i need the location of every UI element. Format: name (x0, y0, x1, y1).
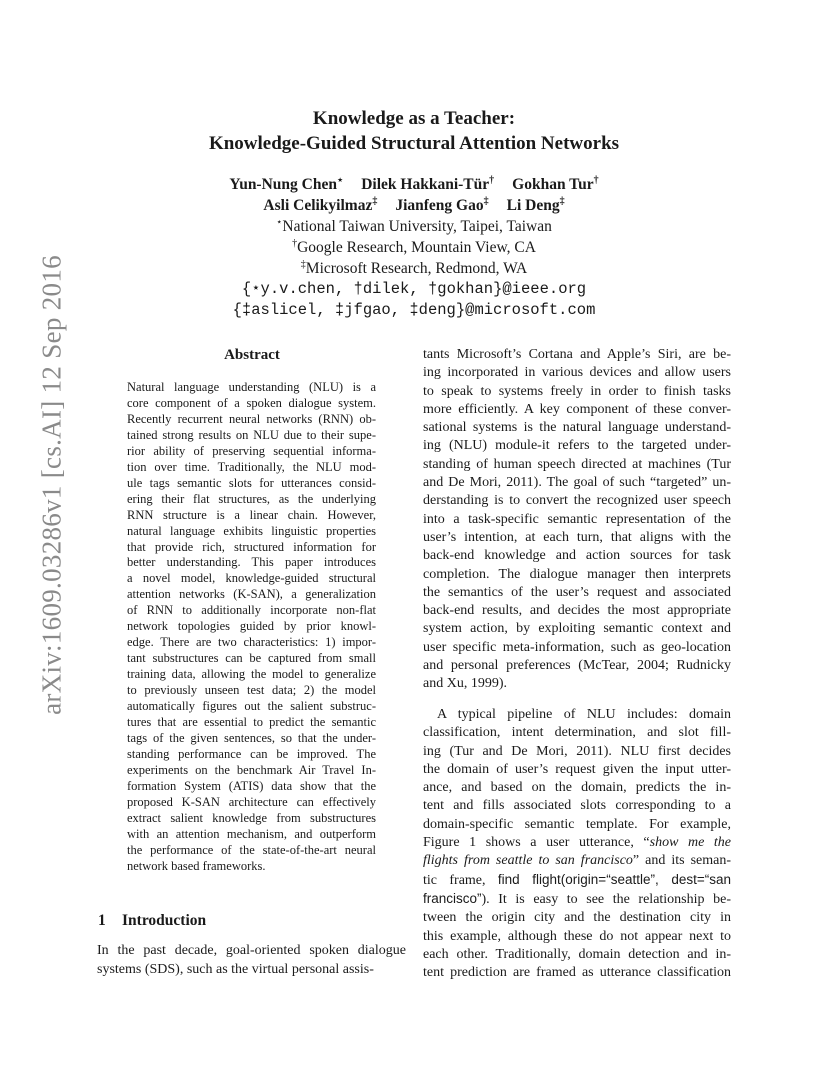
text-line: back-end knowledge and action sources for task (423, 548, 731, 564)
text-line: and Xu, 1999). (423, 676, 507, 692)
text-line: tent prediction are framed as utterance classification (423, 965, 731, 981)
text-line: and personal preferences (McTear, 2004; Rudnicky (423, 658, 731, 674)
text-line: network based frameworks. (127, 858, 266, 873)
text-line: back-end results, and decides the most appropriate (423, 603, 731, 619)
abstract-body (127, 380, 376, 875)
semantic-frame: find flight(origin=“seattle”, dest=“san (497, 871, 731, 887)
author-name: Asli Celikyilmaz‡ (263, 195, 378, 214)
text-line: each other. Traditionally, domain detection and in- (423, 946, 731, 962)
text-line: training data, allowing the model to generalize (127, 667, 376, 682)
text-line: Recently recurrent neural networks (RNN) ob- (127, 411, 376, 426)
text-line: the domain of user’s request given the input utter- (423, 761, 731, 777)
text-line: francisco”). It is easy to see the relationship be- (423, 890, 731, 907)
text-line: flights from seattle to san francisco” and its seman- (423, 853, 731, 869)
text-line: experiments on the benchmark Air Travel In- (127, 762, 376, 777)
text-line: A typical pipeline of NLU includes: domain (437, 707, 731, 722)
text-line: formation System (ATIS) data show that the (127, 778, 376, 793)
text-line: this example, although these do not appear next to (423, 928, 731, 944)
text-line: to previously unseen test data; 2) the model (127, 683, 376, 698)
right-column-paragraph-2 (423, 706, 731, 982)
author-name: Yun-Nung Chen⋆ (229, 174, 344, 193)
author-name: Li Deng‡ (506, 195, 565, 214)
text-line: of RNN to additionally incorporate non-flat (127, 603, 376, 618)
text-line: completion. The dialogue manager then interprets (423, 566, 731, 582)
title-line-2: Knowledge-Guided Structural Attention Networks (208, 133, 620, 154)
section-heading-introduction (98, 912, 206, 930)
example-utterance: show me the (649, 835, 732, 851)
text-line: tures that are essential to predict the semantic (127, 715, 376, 730)
text-line: ing (NLU) module-it refers to the targeted under- (423, 438, 731, 454)
text-line: proposed K-SAN architecture can effectively (127, 794, 376, 809)
affiliation-2: †Google Research, Mountain View, CA (292, 237, 536, 256)
affiliation-3: ‡Microsoft Research, Redmond, WA (300, 258, 528, 277)
text-line: ing (Tur and De Mori, 2011). NLU first decides (423, 743, 731, 759)
text-line: tant substructures can be captured from small (127, 651, 376, 666)
text-line: systems (SDS), such as the virtual personal assis- (97, 962, 374, 977)
text-line: classification, intent determination, and slot fill- (423, 725, 731, 741)
email-line-2[interactable]: {‡aslicel, ‡jfgao, ‡deng}@microsoft.com (232, 301, 596, 319)
text-line: a novel model, knowledge-guided structural (127, 571, 376, 586)
text-line: automatically figures out the salient substruc- (127, 699, 376, 714)
text-line: that provide rich, structured information for (127, 539, 376, 554)
semantic-frame-cont: francisco” (423, 890, 482, 906)
text-line: core component of a spoken dialogue system. (127, 395, 376, 410)
text-line: ule tags semantic slots for utterances consid- (127, 475, 376, 490)
text-line: ering their flat structures, as the underlying (127, 491, 376, 506)
text-line: sational systems is the natural language understand- (423, 420, 731, 436)
author-block (0, 174, 828, 321)
text-line: domain-specific semantic template. For example, (423, 816, 731, 832)
text-line: natural language exhibits linguistic properties (127, 523, 376, 538)
email-line-1[interactable]: {⋆y.v.chen, †dilek, †gokhan}@ieee.org (241, 280, 587, 298)
text-line: RNN structure is a linear chain. However, (127, 507, 376, 522)
text-line: to speak to systems freely in order to finish tasks (423, 383, 731, 399)
example-utterance-cont: flights from seattle to san francisco (423, 853, 633, 869)
text-line: with an attention mechanism, and outperform (127, 826, 376, 841)
text-line: rior ability of preserving sequential informa- (127, 443, 376, 458)
text-line: into a task-specific semantic representation of the (423, 511, 731, 527)
text-line: and De Mori, 2011). The goal of such “targeted” un- (423, 475, 731, 491)
text-line: edge. There are two characteristics: 1) impor- (127, 635, 376, 650)
section-number: 1 (98, 912, 106, 929)
text-line: more efficiently. A key component of these conver- (423, 401, 731, 417)
arxiv-id-text: arXiv:1609.03286v1 [cs.AI] 12 Sep 2016 (36, 255, 67, 715)
author-name: Dilek Hakkani-Tür† (361, 174, 495, 193)
text-line: better understanding. This paper introduces (127, 555, 376, 570)
affiliation-1: ⋆National Taiwan University, Taipei, Taiwan (276, 216, 552, 235)
text-line: standing performance can be improved. The (127, 746, 376, 761)
text-line: Figure 1 shows a user utterance, “show me the (423, 835, 732, 851)
text-line: network topologies guided by prior knowl- (127, 619, 376, 634)
text-line: tic frame, find flight(origin=“seattle”, dest=“san (423, 871, 731, 888)
text-line: user specific meta-information, such as geo-location (423, 639, 731, 655)
author-name: Jianfeng Gao‡ (395, 195, 489, 214)
text-line: derstanding is to convert the recognized user speech (423, 493, 731, 509)
section-title: Introduction (122, 912, 207, 929)
text-line: ing incorporated in various devices and allow users (423, 365, 731, 381)
text-line: standing of human speech directed at machines (Tur (423, 456, 731, 472)
author-row-1 (0, 174, 828, 195)
text-line: ance, and based on the domain, predicts the in- (423, 780, 731, 796)
text-line: tent and fills associated slots corresponding to a (423, 798, 731, 814)
paper-title (0, 106, 828, 156)
text-line: In the past decade, goal-oriented spoken dialogue (97, 943, 406, 958)
introduction-body (97, 941, 406, 979)
abstract-heading: Abstract (224, 347, 280, 363)
text-line: tion over time. Traditionally, the NLU mod- (127, 459, 376, 474)
text-line: system action, by exploiting semantic context and (423, 621, 731, 637)
text-line: tants Microsoft’s Cortana and Apple’s Siri, are be- (423, 347, 731, 362)
text-line: the semantics of the user’s request and associated (423, 584, 731, 600)
right-column-paragraph-1 (423, 346, 731, 694)
text-line: attention networks (K-SAN), a generalization (127, 587, 376, 602)
text-line: tween the origin city and the destination city in (423, 910, 731, 926)
text-line: extract salient knowledge from substructures (127, 810, 376, 825)
text-line: user’s intention, at each turn, that aligns with the (423, 529, 731, 545)
text-line: tags of the given sentences, so that the under- (127, 730, 376, 745)
author-row-2 (0, 195, 828, 216)
text-line: the performance of the state-of-the-art neural (127, 842, 376, 857)
author-name: Gokhan Tur† (512, 174, 599, 193)
title-line-1: Knowledge as a Teacher: (312, 108, 516, 129)
text-line: tained strong results on NLU due to their supe- (127, 427, 376, 442)
text-line: Natural language understanding (NLU) is a (127, 380, 376, 394)
